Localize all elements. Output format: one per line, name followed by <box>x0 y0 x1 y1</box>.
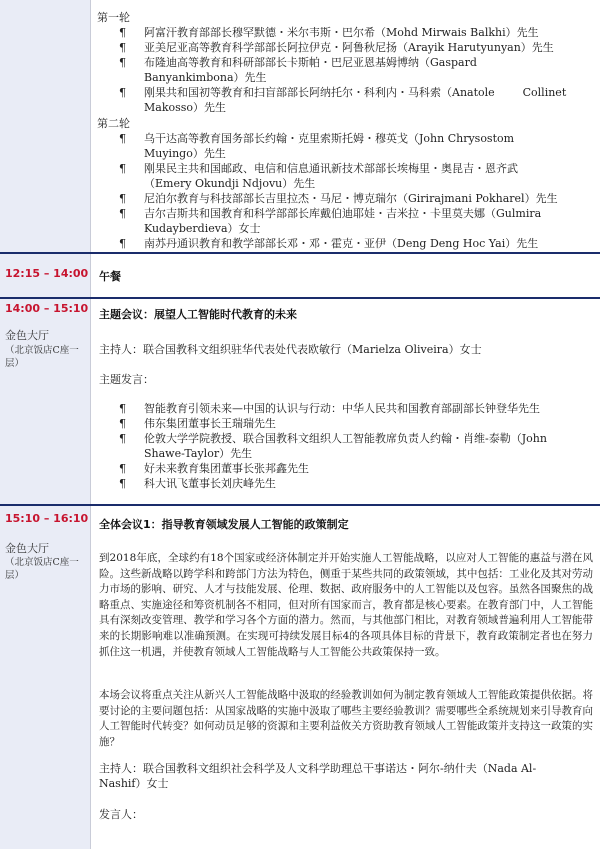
bullet-icon: ¶ <box>119 462 126 475</box>
round1-label: 第一轮 <box>97 11 130 24</box>
time-column <box>0 299 91 504</box>
keynote-time: 14:00 – 15:10 <box>5 302 89 315</box>
round2-speaker: 刚果民主共和国邮政、电信和信息通讯新技术部部长埃梅里・奥昆吉・恩齐武 <box>144 162 518 175</box>
round1-speaker: 布隆迪高等教育和科研部部长卡斯帕・巴尼亚恩基姆博纳（Gaspard <box>144 56 477 69</box>
round2-speaker-cont: Muyingo）先生 <box>144 147 226 160</box>
time-column <box>0 254 91 297</box>
round2-speaker: 乌干达高等教育国务部长约翰・克里索斯托姆・穆英戈（John Chrysostom <box>144 132 515 145</box>
bullet-icon: ¶ <box>119 132 126 145</box>
lunch-title: 午餐 <box>99 270 121 283</box>
keynote-speaker: 好未来教育集团董事长张邦鑫先生 <box>144 462 309 475</box>
keynote-title: 主题会议：展望人工智能时代教育的未来 <box>99 308 297 321</box>
time-column <box>0 0 91 252</box>
plenary-host-cont: Nashif）女士 <box>99 777 169 790</box>
keynote-speaker: 科大讯飞董事长刘庆峰先生 <box>144 477 276 490</box>
bullet-icon: ¶ <box>119 417 126 430</box>
round1-speaker-cont: Makosso）先生 <box>144 101 227 114</box>
keynote-speaker-cont: Shawe-Taylor）先生 <box>144 447 253 460</box>
bullet-icon: ¶ <box>119 207 126 220</box>
plenary-description: 到2018年底，全球约有18个国家或经济体制定并开始实施人工智能战略，以应对人工智能的惠益与潜在风险。这些新战略以跨学科和跨部门方法为特色，侧重于某些共同的政策领域，其中包括：工业化及其对劳动力市场的影响、研究、人才与技能发展、伦理、数据、政府服务中的人工智能以及包容。虽然各国聚焦的战略重点、实施途径和筹资机制各不相同，但对所有国家而言，教育都是核心要素。在教育部门中，人工智能具有深刻改变管理、教学和学习各个方面的潜力。然而，与其他部门相比，对教育领域普遍利用人工智能带来的长期影响难以准确预测。在实现可持续发展目标4的各项具体目标的背景下，教育政策制定者也在努力抓住这一机遇，并使教育领域人工智能战略与人工智能公共政策保持一致。 <box>99 552 593 658</box>
round1-speaker: 阿富汗教育部部长穆罕默德・米尔韦斯・巴尔希（Mohd Mirwais Balkhi）先生 <box>144 26 539 39</box>
bullet-icon: ¶ <box>119 402 126 415</box>
keynote-content <box>91 299 600 504</box>
bullet-icon: ¶ <box>119 41 126 54</box>
plenary-venue-detail: （北京饭店C座一层） <box>5 557 79 581</box>
bullet-icon: ¶ <box>119 162 126 175</box>
lunch-block <box>0 254 600 297</box>
plenary-speakers-label: 发言人： <box>99 808 143 821</box>
round2-speaker: 尼泊尔教育与科技部部长吉里拉杰・马尼・博克瑞尔（Girirajmani Pokharel）先生 <box>144 192 558 205</box>
plenary-content <box>91 506 600 849</box>
keynote-session-block <box>0 299 600 504</box>
plenary-key-questions: 本场会议将重点关注从新兴人工智能战略中汲取的经验教训如何为制定教育领域人工智能政策提供依据。将要讨论的主要问题包括：从国家战略的实施中汲取了哪些主要经验教训？需要哪些全系统规划来引导教育向人工智能时代转变？如何动员足够的资源和主要利益攸关方资助教育领域人工智能政策并支持这一政策的实施？ <box>99 689 593 748</box>
lunch-time: 12:15 – 14:00 <box>5 267 89 280</box>
keynote-venue-detail: （北京饭店C座一层） <box>5 345 79 369</box>
plenary-title: 全体会议1：指导教育领域发展人工智能的政策制定 <box>99 518 349 531</box>
bullet-icon: ¶ <box>119 432 126 445</box>
keynote-speaker: 伦敦大学学院教授、联合国教科文组织人工智能教席负责人约翰・肖维-泰勒（John <box>144 432 547 445</box>
round2-speaker-cont: （Emery Okundji Ndjovu）先生 <box>144 177 316 190</box>
bullet-icon: ¶ <box>119 477 126 490</box>
round2-speaker: 吉尔吉斯共和国教育和科学部部长库戴伯迪耶娃・吉米拉・卡里莫夫娜（Gulmira <box>144 207 542 220</box>
lunch-content <box>91 254 600 297</box>
rounds-content <box>91 0 600 252</box>
bullet-icon: ¶ <box>119 237 126 250</box>
plenary-venue: 金色大厅 <box>5 542 49 555</box>
round2-label: 第二轮 <box>97 117 130 130</box>
round1-speaker: 亚美尼亚高等教育科学部部长阿拉伊克・阿鲁秋尼扬（Arayik Harutyunyan）先生 <box>144 41 554 54</box>
round1-speaker-cont: Banyankimbona）先生 <box>144 71 267 84</box>
round1-speaker: 刚果共和国初等教育和扫盲部部长阿纳托尔・科利内・马科索（Anatole Collinet <box>144 86 567 99</box>
keynote-speaker: 伟东集团董事长王瑞瑞先生 <box>144 417 276 430</box>
bullet-icon: ¶ <box>119 192 126 205</box>
keynote-speaker: 智能教育引领未来—中国的认识与行动：中华人民共和国教育部副部长钟登华先生 <box>144 402 540 415</box>
time-column <box>0 506 91 849</box>
round2-speaker-cont: Kudayberdieva）女士 <box>144 222 261 235</box>
ministers-rounds-block <box>0 0 600 252</box>
keynote-host: 主持人：联合国教科文组织驻华代表处代表欧敏行（Marielza Oliveira）女士 <box>99 343 482 356</box>
plenary-host: 主持人：联合国教科文组织社会科学及人文科学助理总干事诺达・阿尔-纳什夫（Nada Al- <box>99 762 537 775</box>
keynote-venue: 金色大厅 <box>5 329 49 342</box>
round2-speaker: 南苏丹通识教育和教学部部长邓・邓・霍克・亚伊（Deng Deng Hoc Yai）先生 <box>144 237 539 250</box>
plenary-session-block <box>0 506 600 849</box>
keynote-speakers-label: 主题发言： <box>99 373 154 386</box>
bullet-icon: ¶ <box>119 86 126 99</box>
plenary-time: 15:10 – 16:10 <box>5 512 89 525</box>
bullet-icon: ¶ <box>119 56 126 69</box>
bullet-icon: ¶ <box>119 26 126 39</box>
